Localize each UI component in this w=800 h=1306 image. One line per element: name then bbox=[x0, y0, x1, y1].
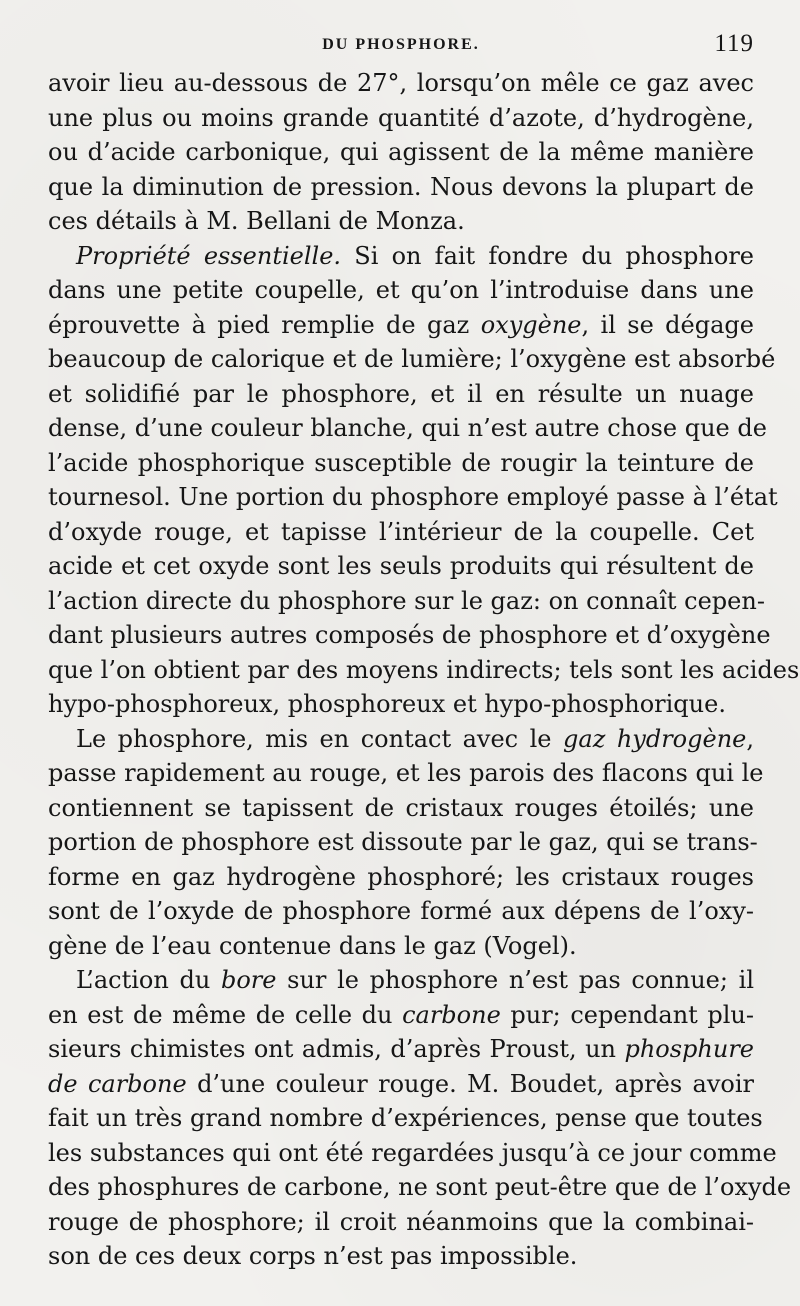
text-line: sont de l’oxyde de phosphore formé aux dépens de l’oxy- bbox=[48, 897, 754, 925]
text-line: dans une petite coupelle, et qu’on l’introduise dans une bbox=[48, 276, 754, 304]
text-line: hypo-phosphoreux, phosphoreux et hypo-phosphorique. bbox=[48, 690, 726, 718]
text-line: dant plusieurs autres composés de phosphore et d’oxygène bbox=[48, 621, 771, 649]
text-line: gène de l’eau contenue dans le gaz (Vogel). bbox=[48, 931, 577, 960]
text-line: l’acide phosphorique susceptible de rougir la teinture de bbox=[48, 448, 754, 477]
text-line: acide et cet oxyde sont les seuls produits qui résultent de bbox=[48, 552, 754, 580]
text-line: Le phosphore, mis en contact avec le gaz hydrogène, bbox=[76, 724, 755, 753]
text-line: tournesol. Une portion du phosphore employé passe à l’état bbox=[48, 483, 778, 511]
running-title: DU PHOSPHORE. bbox=[322, 36, 480, 53]
text-line: d’oxyde rouge, et tapisse l’intérieur de la coupelle. Cet bbox=[48, 517, 754, 546]
paragraph bbox=[48, 66, 754, 239]
text-line: éprouvette à pied remplie de gaz oxygène, il se dégage bbox=[48, 310, 754, 339]
text-line: une plus ou moins grande quantité d’azote, d’hydrogène, bbox=[48, 103, 754, 132]
paragraph bbox=[48, 239, 800, 722]
text-line: en est de même de celle du carbone pur; cependant plu- bbox=[48, 1000, 754, 1029]
text-line: avoir lieu au-dessous de 27°, lorsqu’on mêle ce gaz avec bbox=[48, 69, 754, 97]
text-line: ces détails à M. Bellani de Monza. bbox=[48, 207, 465, 235]
body-text bbox=[48, 66, 800, 1274]
text-line: sieurs chimistes ont admis, d’après Proust, un phosphure bbox=[48, 1035, 754, 1063]
running-head bbox=[48, 30, 754, 66]
text-line: forme en gaz hydrogène phosphoré; les cristaux rouges bbox=[48, 862, 754, 891]
text-line: les substances qui ont été regardées jusqu’à ce jour comme bbox=[48, 1138, 777, 1167]
text-line: et solidifié par le phosphore, et il en résulte un nuage bbox=[48, 379, 754, 408]
text-line: contiennent se tapissent de cristaux rouges étoilés; une bbox=[48, 793, 754, 822]
page-number: 119 bbox=[714, 30, 754, 57]
text-line: que l’on obtient par des moyens indirects; tels sont les acides bbox=[48, 655, 800, 684]
text-line: dense, d’une couleur blanche, qui n’est autre chose que de bbox=[48, 414, 767, 442]
text-line: portion de phosphore est dissoute par le gaz, qui se trans- bbox=[48, 828, 758, 856]
paragraph bbox=[48, 722, 764, 964]
text-line: L’action du bore sur le phosphore n’est pas connue; il bbox=[76, 966, 754, 994]
text-line: rouge de phosphore; il croit néanmoins que la combinai- bbox=[48, 1207, 754, 1236]
paragraph bbox=[48, 963, 792, 1274]
text-line: Propriété essentielle. Si on fait fondre du phosphore bbox=[76, 241, 754, 270]
text-line: ou d’acide carbonique, qui agissent de la même manière bbox=[48, 138, 754, 166]
text-line: beaucoup de calorique et de lumière; l’oxygène est absorbé bbox=[48, 345, 776, 373]
text-line: fait un très grand nombre d’expériences, pense que toutes bbox=[48, 1104, 763, 1132]
italic-heading: Propriété essentielle. bbox=[76, 241, 342, 270]
text-line: passe rapidement au rouge, et les parois des flacons qui le bbox=[48, 759, 764, 787]
text-line: que la diminution de pression. Nous devons la plupart de bbox=[48, 172, 754, 201]
text-line: son de ces deux corps n’est pas impossible. bbox=[48, 1242, 578, 1270]
text-line: des phosphures de carbone, ne sont peut-être que de l’oxyde bbox=[48, 1173, 792, 1201]
text-line: de carbone d’une couleur rouge. M. Boudet, après avoir bbox=[48, 1069, 755, 1098]
text-line: l’action directe du phosphore sur le gaz: on connaît cepen- bbox=[48, 586, 765, 615]
